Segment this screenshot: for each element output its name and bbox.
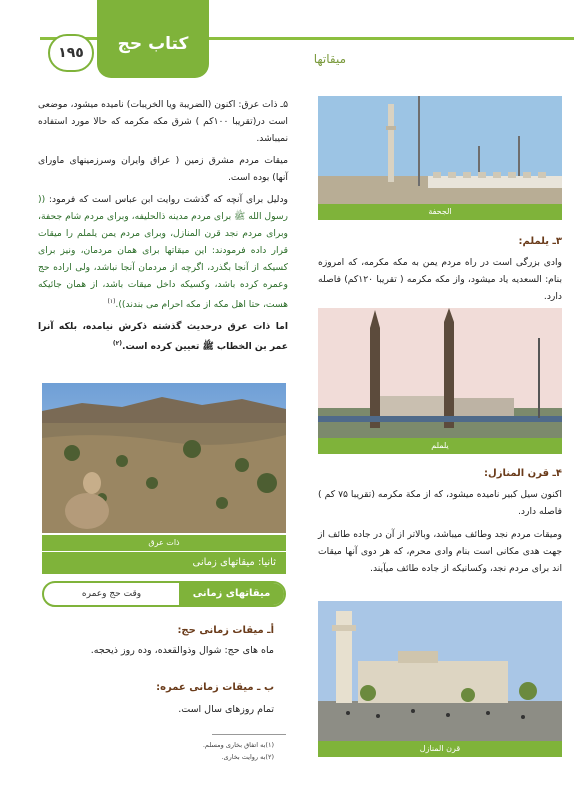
temporal-miqat-pill: [42, 581, 286, 607]
qarn-text-2: ومیقات مردم نجد وطائف میباشد، وبالاتر از آن در جاده طائف از جهت هدی مکانی است بنام وادی محرم، که هر دوی آنها میقات اند برای مردم نجد، وکسانیکه از جاده طائف میآیند.: [318, 529, 562, 574]
qarn-photo: [318, 601, 562, 741]
hajj-months-text: ماه های حج: شوال وذوالقعده، وده روز ذیحجه.: [90, 645, 274, 656]
left-column: [38, 96, 288, 360]
heading-umrah-time: ب ـ میقات زمانی عمره:: [156, 682, 274, 693]
juhfa-caption: الجحفة: [318, 204, 562, 220]
book-title: کتاب حج: [117, 34, 189, 54]
yalamlam-caption: یلملم: [318, 438, 562, 454]
heading-hajj-time: أـ میقات زمانی حج:: [177, 625, 274, 636]
hadith-intro-b: است که فرمود:: [45, 194, 115, 205]
pill-label-left: وقت حج وعمره: [81, 589, 142, 599]
qarn-text-1: اکنون سیل کبیر نامیده میشود، که از مکة مکرمه (تقریبا ۷۵ کم ) فاصله دارد.: [318, 489, 562, 517]
footnote-2: (۲)به روایت بخاری.: [221, 753, 274, 761]
footnote-ref-2: (۲): [112, 340, 122, 348]
juhfa-photo: [318, 96, 562, 204]
page-number: ١٩٥: [48, 34, 94, 72]
qarn-caption: قرن المنازل: [318, 741, 562, 757]
hadith-quote: (( رسول الله ﷺ برای مردم مدینه ذالحلیفه، وبرای مردم شام جحفة، وبرای مردم نجد قرن المنازل، وبرای مردم یمن یلملم را میقات قرار داده فرمودند: این میقاتها برای همان مردمان، ونیز برای کسیکه از آنجا بگذرد، اگرچه از مردمان آنجا نباشد، ولی اراده حج وعمره کرده باشد، وکسیکه داخل میقات باشد، از همان جائیکه هست، حتا اهل مکه از مکه احرام می بندند)).: [38, 194, 288, 311]
heading-yalamlam: ۳ـ یلملم:: [518, 236, 562, 247]
umrah-time-text: تمام روزهای سال است.: [178, 704, 274, 715]
umar-text: اما ذات عرق درحدیث گذشته ذکرش نیامده، بلکه آنرا عمر بن الخطاب ﷺ تعیین کرده است.: [38, 321, 288, 353]
temporal-miqat-band: ثانیا: میقاتهای زمانی: [42, 552, 286, 574]
zat-irq-photo: [42, 383, 286, 533]
footnote-ref-1: (۱): [107, 298, 116, 305]
pill-label-right: میقاتهای زمانی: [179, 583, 284, 605]
book-title-tab: [97, 0, 209, 78]
footnote-1: (۱)به اتفاق بخاری ومسلم.: [202, 741, 274, 749]
footnote-divider: [212, 734, 286, 735]
heading-qarn: ۴ـ قرن المنازل:: [484, 468, 562, 479]
section-title: میقاتها: [313, 52, 346, 66]
zat-irq-caption: ذات عرق: [42, 535, 286, 551]
yalamlam-photo: [318, 308, 562, 438]
paragraph-hadith: [38, 191, 288, 313]
paragraph-umar: [38, 318, 288, 355]
yalamlam-text: وادی بزرگی است در راه مردم یمن به مکه مکرمه، که امروزه بنام: السعدیه یاد میشود، واز مکه مکرمه ( تقریبا ۱۲۰کم) فاصله دارد.: [318, 257, 563, 302]
hadith-intro: ودلیل برای آنچه که گذشت روایت ابن عباس: [114, 194, 288, 205]
paragraph-zat-irq: ۵ـ ذات عرق: اکنون (الضریبة ویا الخریبات) نامیده میشود، موضعی است در(تقریبا ۱۰۰کم ) شرق مکه مکرمه که حالا مورد استفاده نمیباشد.: [38, 99, 288, 144]
paragraph-east-miqat: میقات مردم مشرق زمین ( عراق وایران وسرزمینهای ماورای آنها) بوده است.: [38, 155, 288, 183]
